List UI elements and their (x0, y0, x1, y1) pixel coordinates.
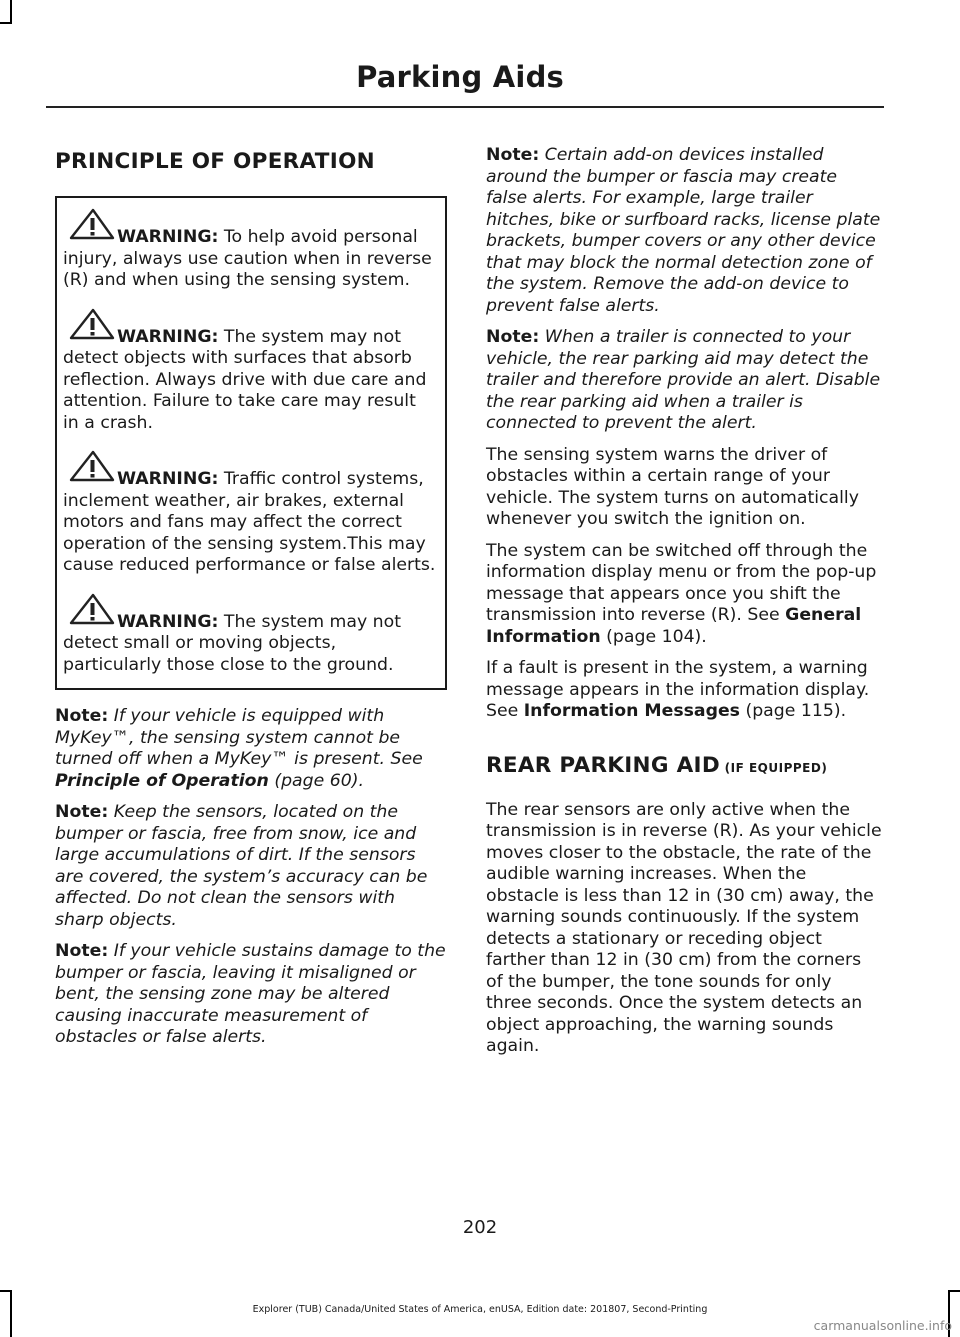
right-column (486, 145, 882, 1068)
note-paragraph (486, 145, 882, 317)
warning-text: The system may not detect objects with surfaces that absorb reflection. Always drive with due care and attention. Failure to take care may result in a crash. (63, 326, 427, 433)
warning-label: WARNING: (117, 326, 219, 347)
warning-label: WARNING: (117, 611, 219, 632)
note-label: Note: (55, 706, 109, 726)
edition-info: Explorer (TUB) Canada/United States of America, enUSA, Edition date: 201807, Second-Printing (252, 1304, 708, 1315)
body-paragraph: The sensing system warns the driver of obstacles within a certain range of your vehicle. The system turns on automatically whenever you switch the ignition on. (486, 444, 859, 529)
page-title: Parking Aids (356, 60, 564, 94)
warning-triangle-icon (67, 208, 115, 242)
note-text-tail: (page 60). (268, 770, 364, 791)
cross-reference-link[interactable]: Principle of Operation (55, 770, 269, 791)
note-text: If your vehicle is equipped with MyKey™, the sensing system cannot be turned off when a MyKey™ is present. See (55, 706, 423, 769)
crop-mark (948, 1290, 960, 1292)
note-paragraph (55, 941, 447, 1049)
page-number: 202 (462, 1217, 498, 1238)
note-paragraph (55, 802, 447, 931)
warning-text: To help avoid personal injury, always use caution when in reverse (R) and when using the sensing system. (63, 227, 432, 290)
body-paragraph: If a fault is present in the system, a warning message appears in the information display. See Information Messages (page 115). (486, 658, 870, 721)
warning-item (63, 448, 437, 577)
note-text: Keep the sensors, located on the bumper or fascia, free from snow, ice and large accumulations of dirt. If the sensors are covered, the system’s accuracy can be affected. Do not clean the sensors with sharp objects. (55, 802, 428, 930)
note-text: If your vehicle sustains damage to the bumper or fascia, leaving it misaligned or bent, the sensing zone may be altered causing inaccurate measurement of obstacles or false alerts. (55, 941, 446, 1047)
warning-triangle-icon (67, 593, 115, 627)
warning-triangle-icon (67, 450, 115, 484)
section-heading: REAR PARKING AID (IF EQUIPPED) (486, 752, 828, 778)
warning-text: Traffic control systems, inclement weather, air brakes, external motors and fans may affect the correct operation of the sensing system.This may cause reduced performance or false alerts. (63, 469, 436, 575)
cross-reference-link[interactable]: General Information (486, 605, 862, 647)
body-paragraph: The rear sensors are only active when the transmission is in reverse (R). As your vehicle moves closer to the obstacle, the rate of the audible warning increases. When the obstacle is less than 12 in (30 cm) away, the warning sounds continuously. If the system detects a stationary or receding object farther than 12 in (30 cm) from the corners of the bumper, the tone sounds for only three seconds. Once the system detects an object approaching, the warning sounds again. (486, 799, 882, 1056)
left-column (55, 145, 447, 1059)
warning-label: WARNING: (117, 227, 219, 247)
body-paragraph: The system can be switched off through the information display menu or from the pop-up message that appears once you shift the transmission into reverse (R). See General Information (page 104). (486, 540, 877, 647)
note-paragraph (486, 327, 882, 435)
note-label: Note: (486, 145, 540, 165)
note-text: When a trailer is connected to your vehicle, the rear parking aid may detect the trailer and therefore provide an alert. Disable the rear parking aid when a trailer is connected to prevent the alert. (486, 327, 881, 433)
warning-item (63, 206, 437, 292)
watermark: carmanualsonline.info (813, 1318, 952, 1333)
note-label: Note: (55, 941, 109, 961)
warning-triangle-icon (67, 308, 115, 342)
warning-item (63, 306, 437, 435)
note-text: Certain add-on devices installed around the bumper or fascia may create false alerts. For example, large trailer hitches, bike or surfboard racks, license plate brackets, bumper covers or any other device that may block the normal detection zone of the system. Remove the add-on device to prevent false alerts. (486, 145, 881, 316)
crop-mark (10, 0, 12, 24)
crop-mark (0, 1290, 12, 1292)
warning-label: WARNING: (117, 469, 219, 489)
note-label: Note: (486, 327, 540, 347)
cross-reference-link[interactable]: Information Messages (523, 701, 740, 721)
note-paragraph (55, 706, 447, 792)
heading-suffix: (IF EQUIPPED) (719, 760, 828, 775)
note-label: Note: (55, 802, 109, 822)
header-divider (46, 106, 884, 108)
crop-mark (0, 22, 12, 24)
section-heading: PRINCIPLE OF OPERATION (55, 149, 375, 174)
warning-item (63, 591, 437, 677)
warning-text: The system may not detect small or moving objects, particularly those close to the ground. (63, 611, 401, 675)
warning-box (55, 196, 447, 690)
